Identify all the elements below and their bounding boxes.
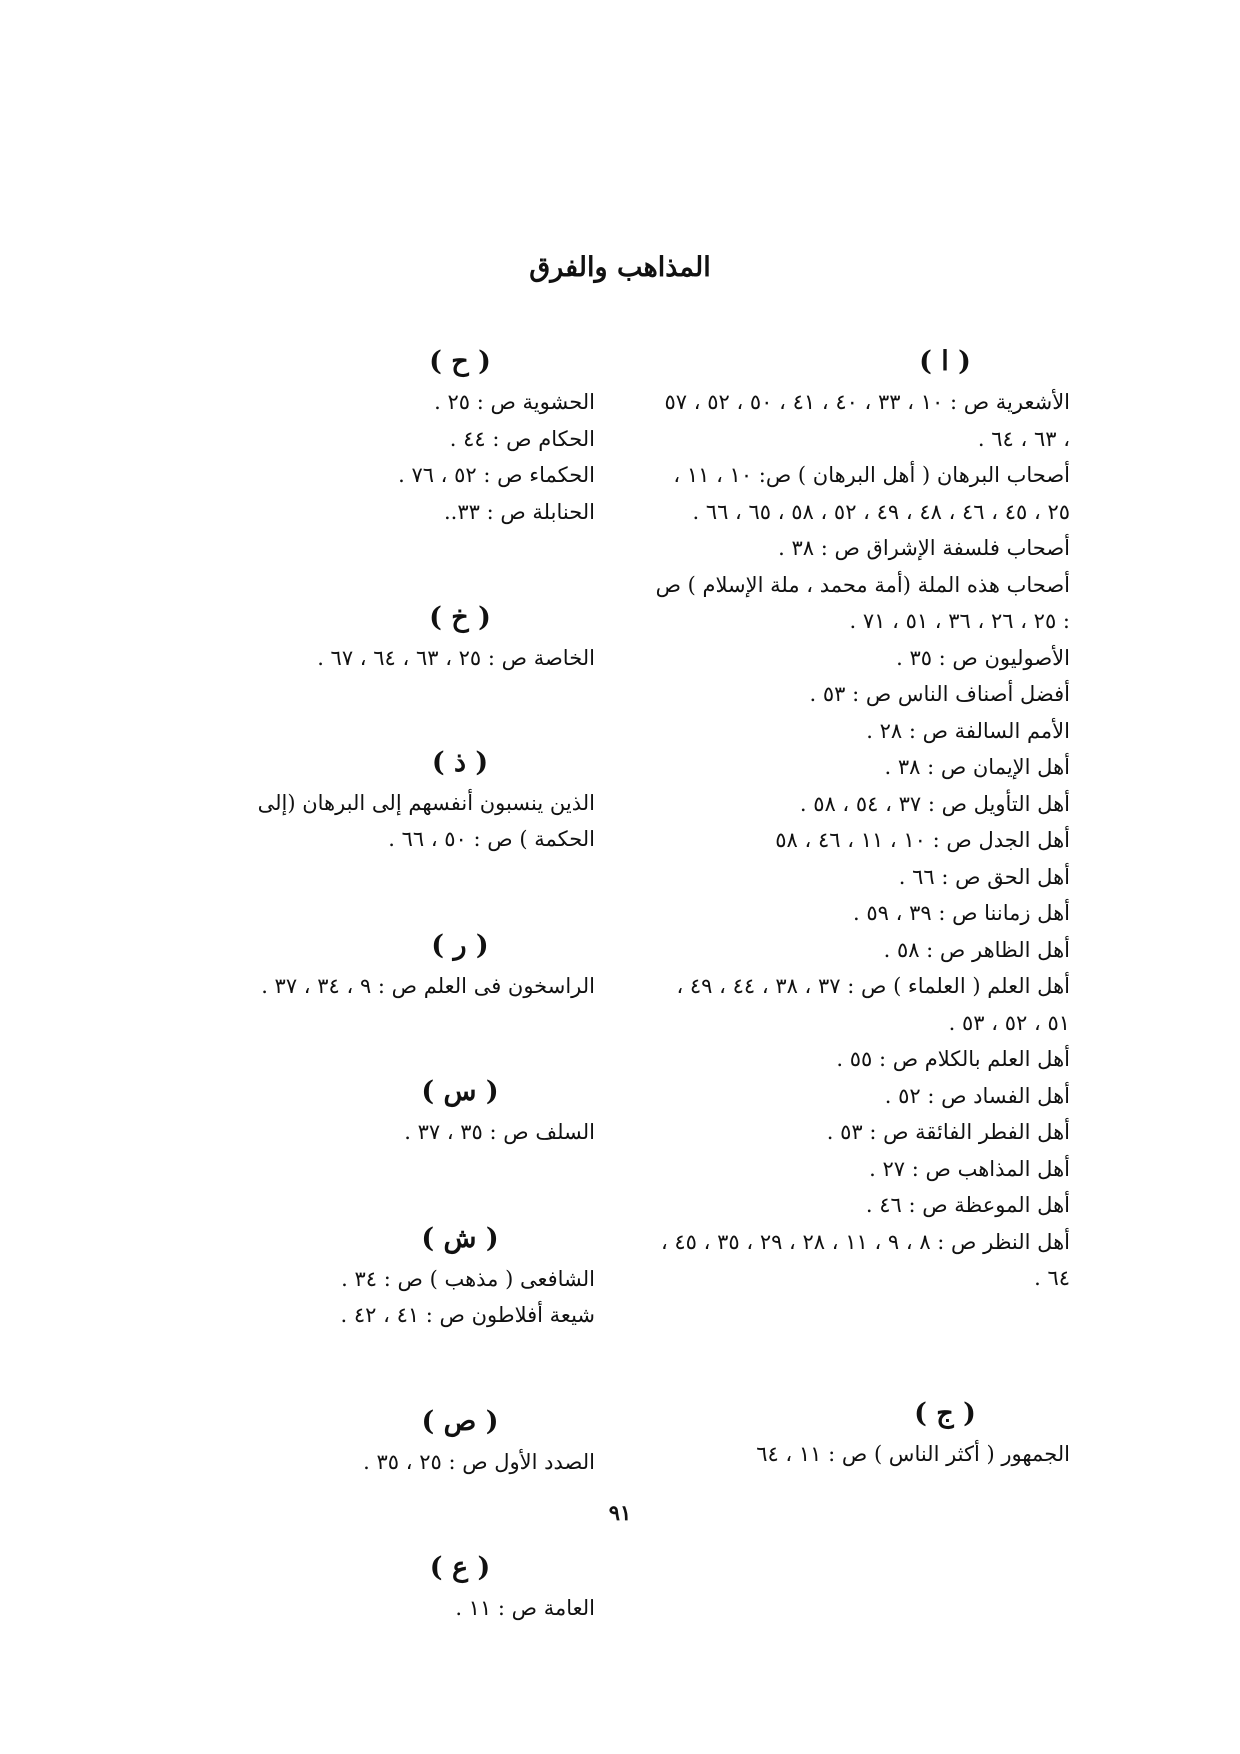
index-entry: السلف ص : ٣٥ ، ٣٧ . [404, 1120, 595, 1144]
index-entry: أهل العلم ( العلماء ) ص : ٣٧ ، ٣٨ ، ٤٤ ، ٤٩ ، ٥١ ، ٥٢ ، ٥٣ . [676, 974, 1070, 1035]
index-entry: أهل الظاهر ص : ٥٨ . [883, 937, 1070, 962]
index-entry: أصحاب البرهان ( أهل البرهان ) ص: ١٠ ، ١١ ، ٢٥ ، ٤٥ ، ٤٦ ، ٤٨ ، ٤٩ ، ٥٢ ، ٥٨ ، ٦٥ ، ٦٦ . [673, 463, 1070, 524]
index-entry: أصحاب هذه الملة (أمة محمد ، ملة الإسلام ) ص : ٢٥ ، ٢٦ ، ٣٦ ، ٥١ ، ٧١ . [655, 572, 1070, 633]
index-entry: الذين ينسبون أنفسهم إلى البرهان (إلى الحكمة ) ص : ٥٠ ، ٦٦ . [257, 790, 595, 851]
page-number: ٩١ [608, 1500, 632, 1525]
section-heading: ( ش ) [421, 1222, 499, 1254]
index-entry: العامة ص : ١١ . [455, 1596, 595, 1620]
section-heading: ( ح ) [429, 346, 491, 377]
page-title: المذاهب والفرق [529, 252, 711, 283]
index-section-kha [200, 596, 595, 677]
index-section-ha [200, 340, 595, 530]
index-entry: أهل زماننا ص : ٣٩ ، ٥٩ . [853, 901, 1070, 925]
index-entry: أهل الجدل ص : ١٠ ، ١١ ، ٤٦ ، ٥٨ [775, 828, 1070, 852]
index-entry: أهل النظر ص : ٨ ، ٩ ، ١١ ، ٢٨ ، ٢٩ ، ٣٥ ، ٤٥ ، ٦٤ . [660, 1229, 1070, 1290]
index-entry: الخاصة ص : ٢٥ ، ٦٣ ، ٦٤ ، ٦٧ . [317, 646, 595, 670]
index-entry: أهل الموعظة ص : ٤٦ . [865, 1193, 1070, 1217]
section-heading: ( ع ) [429, 1552, 491, 1583]
index-entry: الحنابلة ص : ٣٣.. [444, 499, 595, 524]
section-heading: ( ذ ) [431, 746, 489, 778]
index-entry: أهل التأويل ص : ٣٧ ، ٥٤ ، ٥٨ . [799, 791, 1070, 816]
index-entry: أفضل أصناف الناس ص : ٥٣ . [809, 682, 1070, 706]
index-entry: أهل الإيمان ص : ٣٨ . [884, 755, 1070, 779]
section-heading: ( س ) [421, 1076, 499, 1107]
index-entry: الصدد الأول ص : ٢٥ ، ٣٥ . [363, 1449, 595, 1474]
index-entry: الحشوية ص : ٢٥ . [434, 390, 595, 414]
index-section-sad [200, 1400, 595, 1481]
index-entry: شيعة أفلاطون ص : ٤١ ، ٤٢ . [340, 1303, 595, 1327]
index-entry: أصحاب فلسفة الإشراق ص : ٣٨ . [778, 536, 1070, 560]
index-entry: الشافعى ( مذهب ) ص : ٣٤ . [341, 1266, 595, 1291]
section-heading: ( خ ) [429, 602, 491, 633]
index-entry: أهل العلم بالكلام ص : ٥٥ . [836, 1047, 1070, 1071]
section-heading: ( ر ) [431, 929, 489, 961]
index-entry: أهل الفطر الفائقة ص : ٥٣ . [826, 1120, 1070, 1144]
index-column-left [200, 340, 595, 1693]
index-entry: أهل الفساد ص : ٥٢ . [884, 1083, 1070, 1108]
index-entry: أهل الحق ص : ٦٦ . [898, 864, 1070, 889]
index-entry: الأمم السالفة ص : ٢٨ . [866, 718, 1070, 743]
index-entry: الأصوليون ص : ٣٥ . [896, 645, 1070, 670]
section-heading: ( ا ) [919, 346, 971, 377]
index-entry: الأشعرية ص : ١٠ ، ٣٣ ، ٤٠ ، ٤١ ، ٥٠ ، ٥٢ ، ٥٧ ، ٦٣ ، ٦٤ . [664, 390, 1070, 451]
index-entry: الحكام ص : ٤٤ . [449, 426, 595, 451]
index-column-right [655, 340, 1070, 1466]
index-section-jim [655, 1392, 1070, 1473]
index-entry: الراسخون فى العلم ص : ٩ ، ٣٤ ، ٣٧ . [261, 973, 595, 998]
index-section-ayn [200, 1546, 595, 1627]
index-section-sin [200, 1070, 595, 1151]
section-heading: ( ص ) [421, 1405, 499, 1437]
index-section-ra [200, 924, 595, 1005]
section-heading: ( ج ) [914, 1398, 976, 1429]
index-section-alif [655, 340, 1070, 1297]
index-entry: أهل المذاهب ص : ٢٧ . [869, 1156, 1070, 1181]
index-section-dhal [200, 741, 595, 858]
index-entry: الحكماء ص : ٥٢ ، ٧٦ . [398, 463, 595, 487]
index-section-shin [200, 1217, 595, 1334]
index-entry: الجمهور ( أكثر الناس ) ص : ١١ ، ٦٤ [756, 1442, 1070, 1466]
